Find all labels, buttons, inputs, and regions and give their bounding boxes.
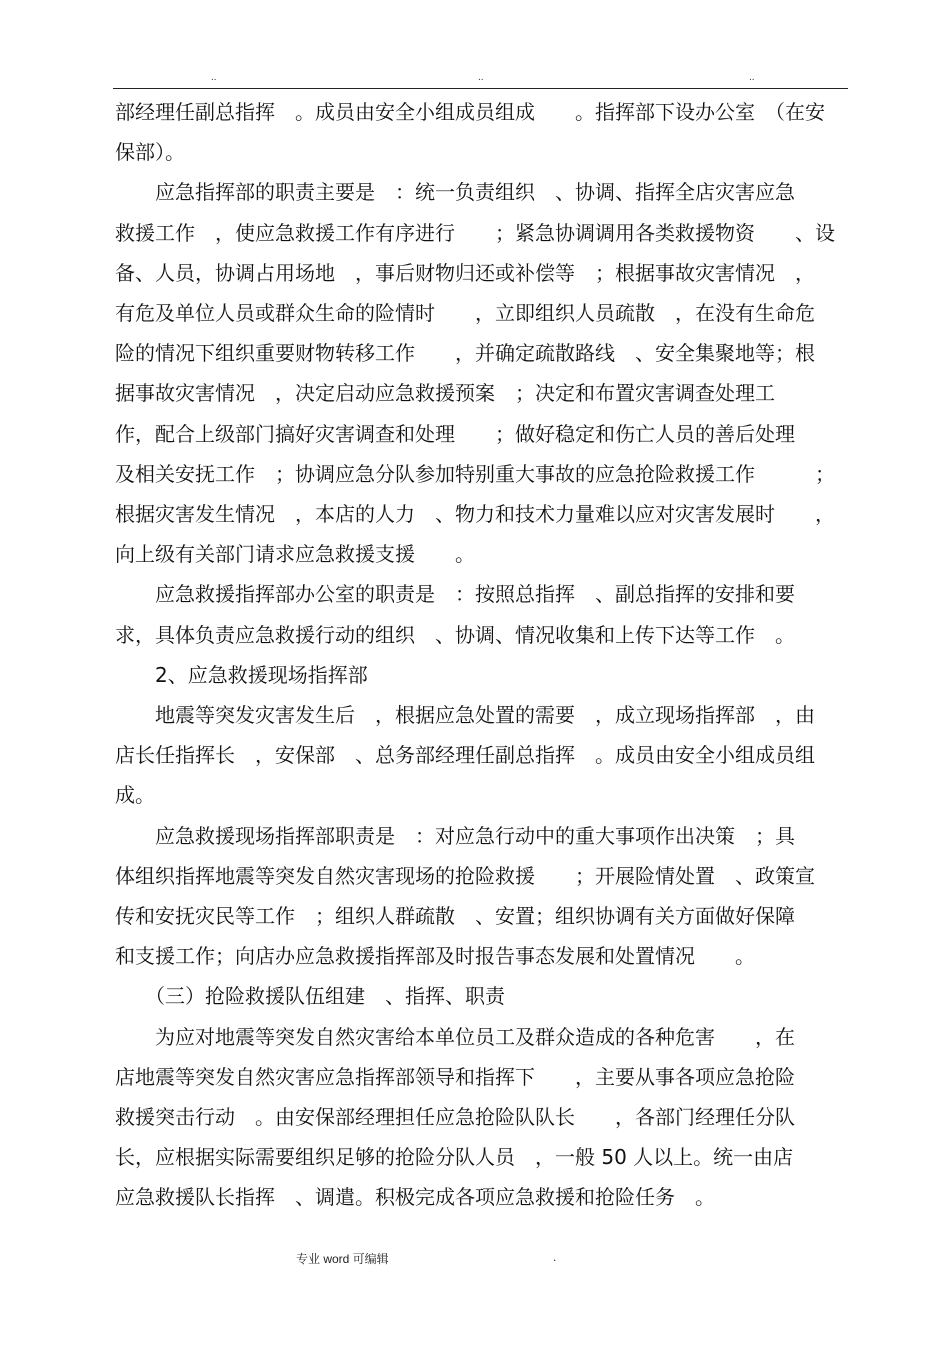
footer-dot: . xyxy=(553,1250,557,1264)
text-line: 险的情况下组织重要财物转移工作 ，并确定疏散路线 、安全集聚地等；根 xyxy=(115,341,815,366)
text-line: 应急救援指挥部办公室的职责是 ：按照总指挥 、副总指挥的安排和要 xyxy=(115,582,795,607)
text-line: 根据灾害发生情况 ，本店的人力 、物力和技术力量难以应对灾害发展时 ， xyxy=(115,502,835,526)
text-line: 保部）。 xyxy=(115,140,185,165)
text-line: 救援工作 ，使应急救援工作有序进行 ；紧急协调调用各类救援物资 、设 xyxy=(115,220,835,245)
header-mark-center: .. xyxy=(478,72,484,83)
text-line: 及相关安抚工作 ；协调应急分队参加特别重大事故的应急抢险救援工作 ； xyxy=(115,461,835,486)
text-line: 体组织指挥地震等突发自然灾害现场的抢险救援 ；开展险情处置 、政策宣 xyxy=(115,863,815,888)
text-line: 据事故灾害情况 ，决定启动应急救援预案 ；决定和布置灾害调查处理工 xyxy=(115,381,775,406)
text-line: 备、人员，协调占用场地 ，事后财物归还或补偿等 ；根据事故灾害情况 ， xyxy=(115,260,815,285)
text-line: 地震等突发灾害发生后 ，根据应急处置的需要 ，成立现场指挥部 ，由 xyxy=(115,703,815,727)
text-line: 应急指挥部的职责主要是 ：统一负责组织 、协调、指挥全店灾害应急 xyxy=(115,180,795,205)
text-line: 店长任指挥长 ，安保部 、总务部经理任副总指挥 。成员由安全小组成员组 xyxy=(115,743,815,768)
footer-label: 专业 word 可编辑 xyxy=(296,1252,389,1266)
text-line: （三）抢险救援队伍组建 、指挥、职责 xyxy=(115,984,505,1009)
header-mark-right: .. xyxy=(749,72,755,83)
text-line: 传和安抚灾民等工作 ；组织人群疏散 、安置；组织协调有关方面做好保障 xyxy=(115,904,795,928)
text-line: 2、应急救援现场指挥部 xyxy=(115,662,368,687)
header-rule xyxy=(113,88,848,89)
text-line: 作，配合上级部门搞好灾害调查和处理 ；做好稳定和伤亡人员的善后处理 xyxy=(115,421,795,446)
text-line: 求，具体负责应急救援行动的组织 、协调、情况收集和上传下达等工作 。 xyxy=(115,622,795,647)
header-mark-left: .. xyxy=(211,72,217,83)
text-line: 和支援工作；向店办应急救援指挥部及时报告事态发展和处置情况 。 xyxy=(115,944,755,969)
text-line: 有危及单位人员或群众生命的险情时 ，立即组织人员疏散 ，在没有生命危 xyxy=(115,301,815,325)
text-line: 救援突击行动 。由安保部经理担任应急抢险队队长 ，各部门经理任分队 xyxy=(115,1105,795,1129)
text-line: 部经理任副总指挥 。成员由安全小组成员组成 。指挥部下设办公室 （在安 xyxy=(115,100,825,124)
text-line: 应急救援队长指挥 、调遣。积极完成各项应急救援和抢险任务 。 xyxy=(115,1185,715,1210)
text-line: 长，应根据实际需要组织足够的抢险分队人员 ，一般 50 人以上。统一由店 xyxy=(115,1145,794,1170)
text-line: 为应对地震等突发自然灾害给本单位员工及群众造成的各种危害 ，在 xyxy=(115,1024,795,1049)
text-line: 店地震等突发自然灾害应急指挥部领导和指挥下 ，主要从事各项应急抢险 xyxy=(115,1064,795,1089)
text-line: 应急救援现场指挥部职责是 ：对应急行动中的重大事项作出决策 ；具 xyxy=(115,823,795,848)
text-line: 向上级有关部门请求应急救援支援 。 xyxy=(115,542,475,567)
text-line: 成。 xyxy=(115,783,155,808)
